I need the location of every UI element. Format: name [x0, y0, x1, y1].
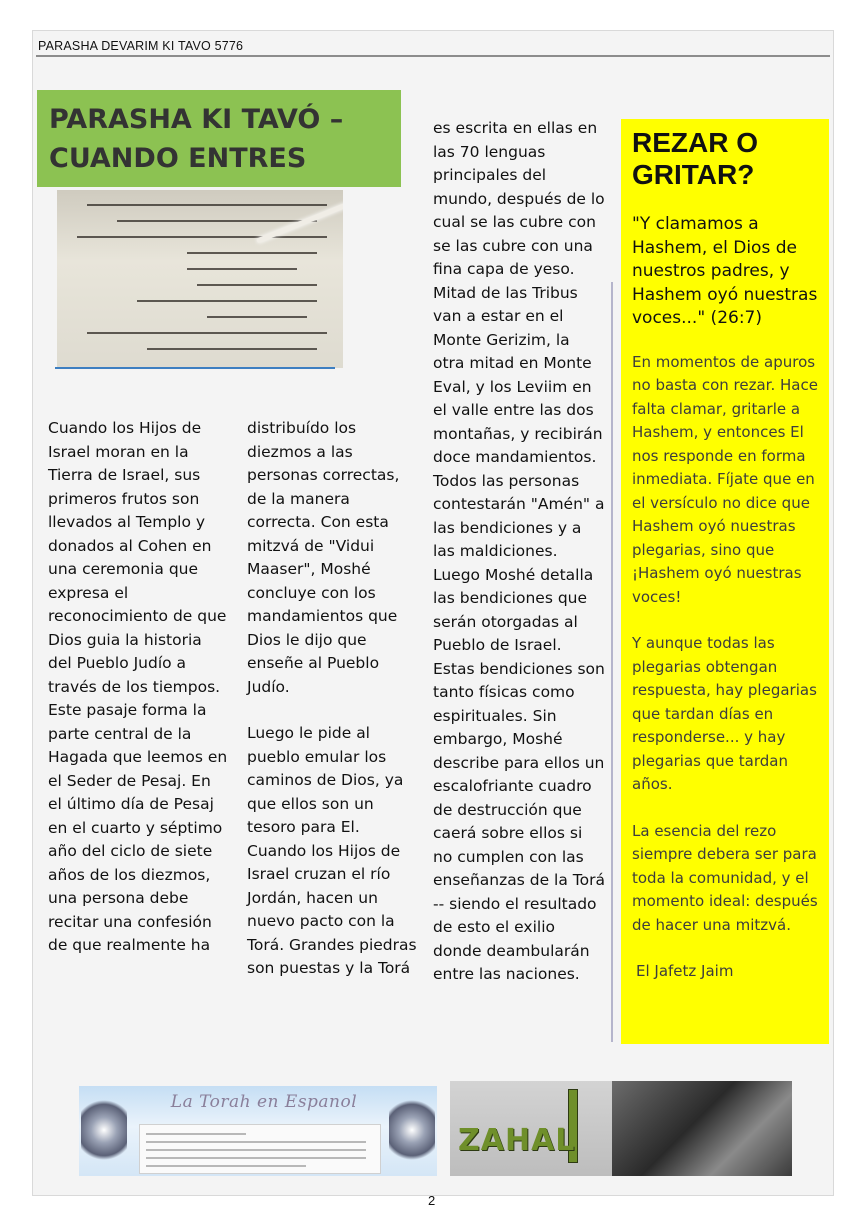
flower-icon	[81, 1094, 127, 1166]
flower-icon	[389, 1094, 435, 1166]
soldier-photo	[612, 1081, 792, 1176]
article-col3-text: es escrita en ellas en las 70 lenguas principales del mundo, después de lo cual se las cubre con se las cubre con una fina capa de yeso. Mitad de las Tribus van a estar en el Monte Gerizim, la otra mitad en Monte Eval, y los Leviim en el valle entre las dos montañas, y recibirán doce mandamientos. Todos las personas contestarán "Amén" a las bendiciones y a las maldiciones. Luego Moshé detalla las bendiciones que serán otorgadas al Pueblo de Israel. Estas bendiciones son tanto físicas como espirituales. Sin embargo, Moshé describe para ellos un escalofriante cuadro de destrucción que caerá sobre ellos si no cumplen con las enseñanzas de la Torá -- siendo el resultado de esto el exilio donde deambularán entre las naciones.	[433, 119, 605, 983]
article-title-line2: CUANDO ENTRES	[49, 143, 307, 174]
column-divider	[611, 282, 613, 1042]
banner-script-text: La Torah en Espanol	[170, 1092, 358, 1112]
page-number: 2	[428, 1193, 436, 1208]
sidebar-signature: El Jafetz Jaim	[636, 962, 734, 980]
article-column-3	[433, 117, 605, 987]
article-column-1	[48, 417, 228, 958]
zahal-logo-text: ZAHAL	[458, 1123, 576, 1158]
article-col2-para1: distribuído los diezmos a las personas correctas, de la manera correcta. Con esta mitzvá de "Vidui Maaser", Moshé concluye con los mandamientos que Dios le dijo que enseñe al Pueblo Judío.	[247, 419, 400, 696]
torah-en-espanol-banner	[79, 1086, 437, 1176]
article-column-2	[247, 417, 419, 981]
article-title-box	[37, 90, 401, 187]
sidebar-paragraph-1: En momentos de apuros no basta con rezar. Hace falta clamar, gritarle a Hashem, y entonces El nos responde en forma inmediata. Fíjate que en el versículo no dice que Hashem oyó nuestras plegarias, sino que ¡Hashem oyó nuestras voces!	[632, 352, 818, 606]
torah-scroll-image	[57, 190, 343, 368]
image-underline	[55, 367, 335, 369]
article-col2-para2: Luego le pide al pueblo emular los caminos de Dios, ya que ellos son un tesoro para El. Cuando los Hijos de Israel cruzan el río Jordán, hacen un nuevo pacto con la Torá. Grandes piedras son puestas y la Torá	[247, 724, 417, 977]
article-title	[49, 100, 389, 178]
sidebar-paragraph-2: Y aunque todas las plegarias obtengan respuesta, hay plegarias que tardan días en responderse... y hay plegarias que tardan años.	[632, 634, 817, 793]
header-rule	[36, 55, 830, 57]
sidebar-title: REZAR O GRITAR?	[632, 127, 758, 190]
running-header: PARASHA DEVARIM KI TAVO 5776	[38, 39, 244, 53]
sidebar-quote: "Y clamamos a Hashem, el Dios de nuestros padres, y Hashem oyó nuestras voces..." (26:7)	[632, 214, 818, 328]
sidebar-box	[621, 119, 829, 1044]
sidebar-paragraph-3: La esencia del rezo siempre debera ser para toda la comunidad, y el momento ideal: después de hacer una mitzvá.	[632, 821, 818, 934]
article-col1-text: Cuando los Hijos de Israel moran en la Tierra de Israel, sus primeros frutos son llevados al Templo y donados al Cohen en una ceremonia que expresa el reconocimiento de que Dios guia la historia del Pueblo Judío a través de los tiempos. Este pasaje forma la parte central de la Hagada que leemos en el Seder de Pesaj. En el último día de Pesaj en el cuarto y séptimo año del ciclo de siete años de los diezmos, una persona debe recitar una confesión de que realmente ha	[48, 419, 228, 954]
banner-document	[139, 1124, 381, 1174]
article-title-line1: PARASHA KI TAVÓ –	[49, 104, 344, 135]
zahal-logo	[450, 1081, 612, 1176]
